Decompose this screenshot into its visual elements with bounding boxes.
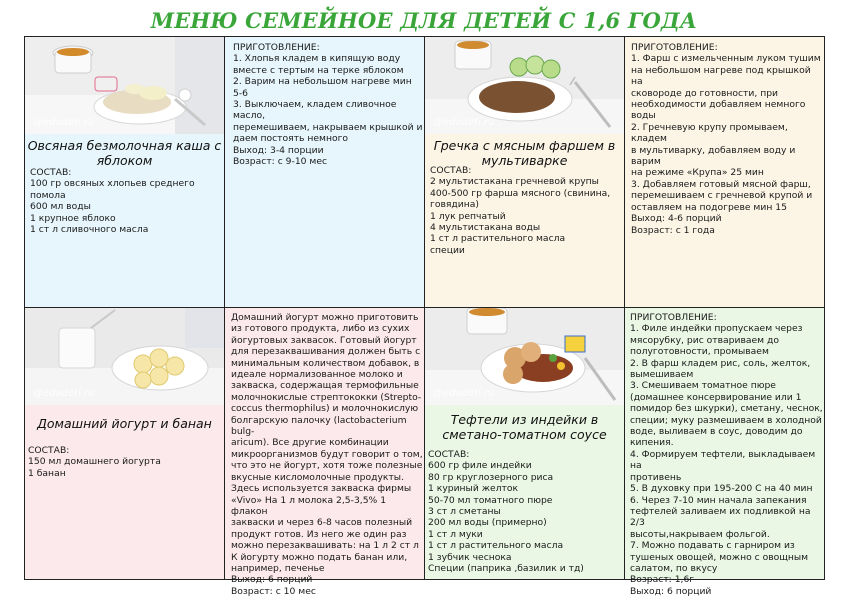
watermark: @edadeti.ru xyxy=(433,117,495,128)
recipe-2-name: Гречка с мясным фаршем в мультиварке xyxy=(433,138,616,168)
recipe-3-photo-column xyxy=(25,308,224,579)
recipe-1-prep-column xyxy=(225,37,424,307)
prep-label: ПРИГОТОВЛЕНИЕ: xyxy=(630,312,717,323)
recipe-1-photo-column xyxy=(25,37,224,307)
recipe-1-prep xyxy=(233,42,423,167)
watermark: @edadeti.ru xyxy=(33,388,95,399)
divider xyxy=(25,307,824,308)
ingredients-label: СОСТАВ: xyxy=(430,165,472,176)
divider xyxy=(424,37,425,579)
recipe-2-photo xyxy=(425,37,624,134)
recipe-2-prep-column xyxy=(625,37,824,307)
ingredients-text: 100 гр овсяных хлопьев среднего помола 600 мл воды 1 крупное яблоко 1 ст л сливочного масла xyxy=(30,178,195,236)
recipe-4-prep xyxy=(630,312,823,597)
recipe-grid xyxy=(24,36,825,597)
page-title: МЕНЮ СЕМЕЙНОЕ ДЛЯ ДЕТЕЙ С 1,6 ГОДА xyxy=(150,8,698,33)
recipe-2-photo-column xyxy=(425,37,624,307)
recipe-4-name: Тефтели из индейки в сметано-томатном соусе xyxy=(442,412,607,442)
divider xyxy=(624,37,625,579)
prep-text: Домашний йогурт можно приготовить из готового продукта, либо из сухих йогуртовых заквасок. Готовый йогурт для перезаквашивания должен быть с минимальным количеством добавок, в идеале нормализованное молоко и закваска, содержащая термофильные молочнокислые стрептококки (Strepto- coccus thermophilus) и молочнокислую болгарскую палочку (lactobacterium bulg- aricum). Все другие комбинации микроорганизмов будут говорит о том, что это не йогурт, хотя тоже полезные вкусные кисломолочные продукты. Здесь используется закваска фирмы «Vivo» На 1 л молока 2,5-3,5% 1 флакон закваски и через 6-8 часов полезный продукт готов. Из него же один раз можно перезаквашивать: на 1 л 2 ст л К йогурту можно подать банан или, например, печенье Выход: 6 порций Возраст: с 10 мес xyxy=(231,312,423,597)
ingredients-text: 150 мл домашнего йогурта 1 банан xyxy=(28,456,161,479)
prep-text: 1. Филе индейки пропускаем через мясорубку, рис отвариваем до полуготовности, промываем 2. В фарш кладем рис, соль, желток, вымешиваем 3. Смешиваем томатное пюре (домашнее консервирование или 1 помидор без шкурки), сметану, чеснок, специи; муку размешиваем в холодной воде, выливаем в соус, доводим до кипения. 4. Формируем тефтели, выкладываем на противень 5. В духовку при 195-200 С на 40 мин 6. Через 7-10 мин начала запекания тефтелей заливаем их подливкой на 2/3 высоты,накрываем фольгой. 7. Можно подавать с гарниром из тушеных овощей, можно с овощным салатом, по вкусу Возраст: 1,6г Выход: 6 порций xyxy=(630,323,823,597)
recipe-4-ingredients xyxy=(428,449,622,574)
recipe-1-name: Овсяная безмолочная каша с яблоком xyxy=(27,138,222,168)
ingredients-label: СОСТАВ: xyxy=(428,449,470,460)
recipe-3-ingredients xyxy=(28,445,222,479)
recipe-1-ingredients xyxy=(30,167,222,235)
recipe-4-photo xyxy=(425,308,624,405)
prep-label: ПРИГОТОВЛЕНИЕ: xyxy=(631,42,718,53)
recipe-3-name: Домашний йогурт и банан xyxy=(37,416,212,431)
watermark: @edadeti.ru xyxy=(33,117,95,128)
ingredients-text: 2 мультистакана гречневой крупы 400-500 гр фарша мясного (свинина, говядина) 1 лук репчатый 4 мультистакана воды 1 ст л растительного масла специи xyxy=(430,176,611,256)
divider xyxy=(224,37,225,579)
prep-text: 1. Фарш с измельченным луком тушим на небольшом нагреве под крышкой на сковороде до готовности, при необходимости добавляем немного воды 2. Гречневую крупу промываем, кладем в мультиварку, добавляем воду и варим на режиме «Крупа» 25 мин 3. Добавляем готовый мясной фарш, перемешиваем с гречневой крупой и оставляем на подогреве мин 15 Выход: 4-6 порций Возраст: с 1 года xyxy=(631,53,821,236)
recipe-3-photo xyxy=(25,308,224,405)
prep-label: ПРИГОТОВЛЕНИЕ: xyxy=(233,42,320,53)
ingredients-label: СОСТАВ: xyxy=(28,445,70,456)
recipe-2-prep xyxy=(631,42,823,236)
recipe-1-photo xyxy=(25,37,224,134)
recipe-3-prep-column xyxy=(225,308,424,597)
ingredients-label: СОСТАВ: xyxy=(30,167,72,178)
recipe-4-prep-column xyxy=(625,308,824,597)
prep-text: 1. Хлопья кладем в кипящую воду вместе с тертым на терке яблоком 2. Варим на небольшом нагреве мин 5-6 3. Выключаем, кладем сливочное масло, перемешиваем, накрываем крышкой и даем постоять немного Выход: 3-4 порции Возраст: с 9-10 мес xyxy=(233,53,423,168)
ingredients-text: 600 гр филе индейки 80 гр круглозерного риса 1 куриный желток 50-70 мл томатного пюре 3 ст л сметаны 200 мл воды (примерно) 1 ст л муки 1 ст л растительного масла 1 зубчик чеснока Специи (паприка ,базилик и тд) xyxy=(428,460,584,575)
recipe-4-photo-column xyxy=(425,308,624,579)
watermark: @edadeti.ru xyxy=(433,388,495,399)
recipe-2-ingredients xyxy=(430,165,622,256)
recipe-3-prep xyxy=(231,312,423,597)
